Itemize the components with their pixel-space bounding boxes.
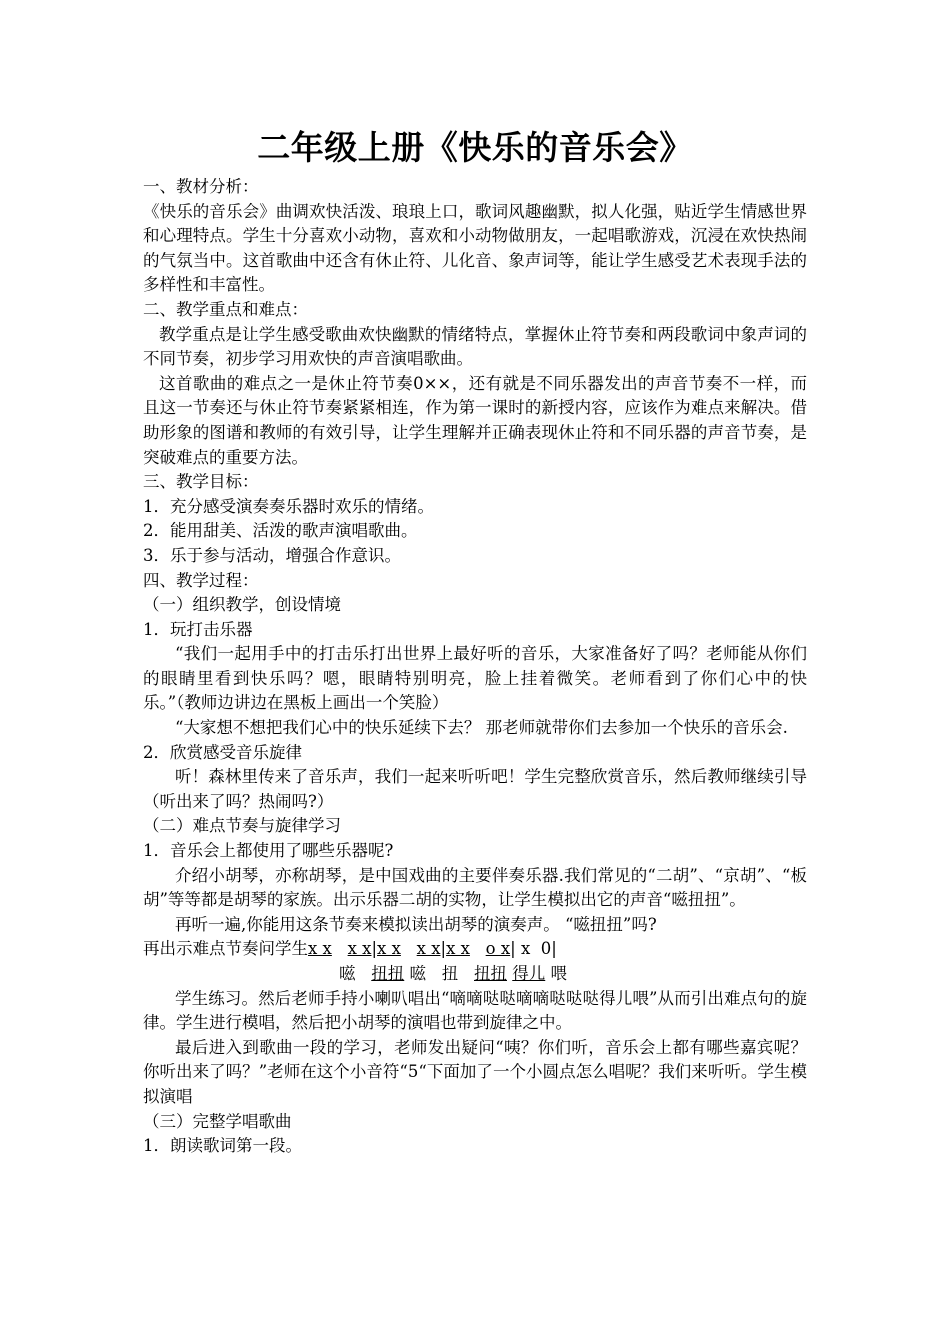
lyric-syllable: 得儿 bbox=[512, 964, 546, 983]
section-heading: 二、教学重点和难点： bbox=[143, 299, 308, 319]
paragraph: “大家想不想把我们心中的快乐延续下去？ 那老师就带你们去参加一个快乐的音乐会. bbox=[175, 718, 788, 738]
paragraph: 介绍小胡琴，亦称胡琴，是中国戏曲的主要伴奏乐器.我们常见的“二胡”、“京胡”、“板胡”等等都是胡琴的家族。出示乐器二胡的实物，让学生模拟出它的声音“嗞扭扭”。 bbox=[143, 865, 807, 910]
paragraph: 《快乐的音乐会》曲调欢快活泼、琅琅上口，歌词风趣幽默，拟人化强，贴近学生情感世界和心理特点。学生十分喜欢小动物，喜欢和小动物做朋友，一起唱歌游戏，沉浸在欢快热闹的气氛当中。这首歌曲中还含有休止符、儿化音、象声词等，能让学生感受艺术表现手法的多样性和丰富性。 bbox=[143, 201, 807, 295]
paragraph: 听！森林里传来了音乐声，我们一起来听听吧！学生完整欣赏音乐，然后教师继续引导（听出来了吗？热闹吗?） bbox=[143, 767, 807, 811]
rhythm-notation: 再出示难点节奏问学生x x x x|x x x x|x x o x| x 0| bbox=[143, 939, 557, 959]
document-title: 二年级上册《快乐的音乐会》 bbox=[257, 128, 693, 167]
section-heading: 一、教材分析： bbox=[143, 177, 259, 196]
subsection-heading: （三）完整学唱歌曲 bbox=[143, 1111, 292, 1131]
paragraph: 再听一遍,你能用这条节奏来模拟读出胡琴的演奏声。 “嗞扭扭”吗? bbox=[175, 914, 657, 934]
rhythm-beat: x x bbox=[347, 939, 372, 959]
goal-item: 1．充分感受演奏奏乐器时欢乐的情绪。 bbox=[143, 496, 434, 516]
paragraph: 最后进入到歌曲一段的学习，老师发出疑问“咦？你们听，音乐会上都有哪些嘉宾呢？你听出来了吗？”老师在这个小音符“5“下面加了一个小圆点怎么唱呢？我们来听听。学生模拟演唱 bbox=[143, 1037, 807, 1106]
rhythm-beat: x 0 bbox=[520, 939, 552, 959]
subsection-heading: （一）组织教学，创设情境 bbox=[143, 595, 341, 615]
document-body bbox=[143, 175, 807, 1159]
lyric-syllable: 扭扭 bbox=[371, 964, 405, 983]
rhythm-beat: x x bbox=[377, 939, 401, 959]
section-heading: 四、教学过程： bbox=[143, 570, 259, 590]
paragraph: 这首歌曲的难点之一是休止符节奏0××，还有就是不同乐器发出的声音节奏不一样，而且这一节奏还与休止符节奏紧紧相连，作为第一课时的新授内容，应该作为难点来解决。借助形象的图谱和教师的有效引导，让学生理解并正确表现休止符和不同乐器的声音节奏，是突破难点的重要方法。 bbox=[143, 373, 807, 467]
step-item: 2．欣赏感受音乐旋律 bbox=[143, 742, 302, 762]
paragraph: 教学重点是让学生感受歌曲欢快幽默的情绪特点，掌握休止符节奏和两段歌词中象声词的不同节奏，初步学习用欢快的声音演唱歌曲。 bbox=[143, 324, 807, 369]
step-item: 1．朗读歌词第一段。 bbox=[143, 1136, 302, 1156]
lyric-syllable: 扭扭 bbox=[474, 964, 507, 983]
rhythm-lyrics bbox=[143, 962, 807, 987]
goal-item: 2．能用甜美、活泼的歌声演唱歌曲。 bbox=[143, 521, 418, 541]
step-item: 1．音乐会上都使用了哪些乐器呢? bbox=[143, 841, 394, 861]
step-item: 1．玩打击乐器 bbox=[143, 619, 253, 639]
rhythm-beat: o x bbox=[485, 939, 511, 959]
paragraph: 学生练习。然后老师手持小喇叭唱出“嘀嘀哒哒嘀嘀哒哒哒得儿喂”从而引出难点句的旋律。学生进行模唱，然后把小胡琴的演唱也带到旋律之中。 bbox=[143, 988, 807, 1033]
rhythm-beat: x x bbox=[446, 939, 470, 959]
subsection-heading: （二）难点节奏与旋律学习 bbox=[143, 816, 341, 836]
rhythm-beat: x x bbox=[416, 939, 441, 959]
section-heading: 三、教学目标： bbox=[143, 472, 259, 492]
goal-item: 3．乐于参与活动，增强合作意识。 bbox=[143, 545, 401, 565]
rhythm-prefix: 再出示难点节奏问学生 bbox=[143, 939, 308, 959]
lyric-syllable: 喂 bbox=[550, 964, 567, 983]
lyric-syllable: 扭 bbox=[441, 964, 459, 983]
rhythm-beat: x x bbox=[308, 939, 332, 959]
paragraph: “我们一起用手中的打击乐打出世界上最好听的音乐，大家准备好了吗？老师能从你们的眼睛里看到快乐吗？嗯，眼睛特别明亮，脸上挂着微笑。老师看到了你们心中的快乐。”（教师边讲边在黑板上画出一个笑脸） bbox=[143, 644, 807, 713]
lyric-syllable: 嗞 bbox=[339, 964, 356, 983]
lyric-syllable: 嗞 bbox=[409, 964, 426, 983]
